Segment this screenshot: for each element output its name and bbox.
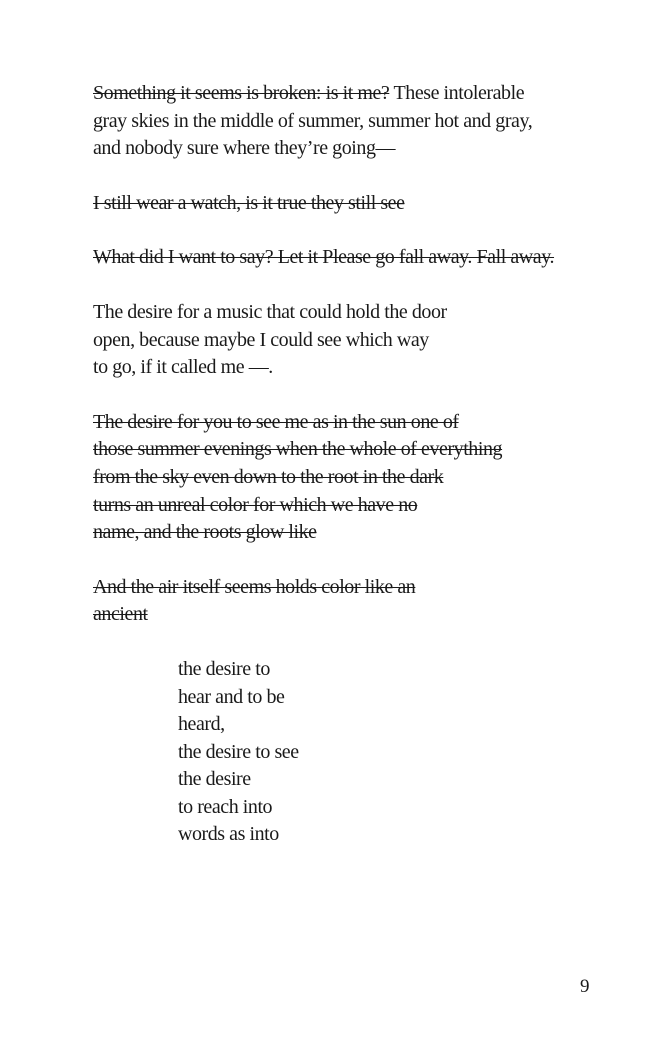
stanza-5-line-1: The desire for you to see me as in the sun one of — [93, 410, 459, 433]
stanza-7-line-3: heard, — [178, 713, 225, 736]
plain-text: These intolerable — [389, 82, 525, 104]
stanza-7 — [178, 656, 563, 849]
stanza-1-line-1 — [93, 80, 563, 108]
stanza-5-line-2: those summer evenings when the whole of everything — [93, 438, 503, 461]
stanza-5-line-3: from the sky even down to the root in the dark — [93, 465, 444, 488]
stanza-1 — [93, 80, 563, 163]
stanza-5-line-4: turns an unreal color for which we have no — [93, 493, 418, 516]
stanza-7-line-5: the desire — [178, 768, 251, 791]
stanza-7-line-6: to reach into — [178, 795, 273, 818]
stanza-3 — [93, 244, 563, 272]
stanza-2 — [93, 190, 563, 218]
stanza-7-line-4: the desire to see — [178, 740, 299, 763]
stanza-1-line-2: gray skies in the middle of summer, summer hot and gray, — [93, 109, 533, 132]
page-number: 9 — [580, 976, 590, 997]
stanza-2-line-1: I still wear a watch, is it true they still see — [93, 191, 405, 214]
stanza-6-line-2: ancient — [93, 603, 148, 626]
stanza-4-line-3: to go, if it called me —. — [93, 356, 273, 379]
stanza-4 — [93, 299, 563, 382]
stanza-7-line-1: the desire to — [178, 657, 270, 680]
stanza-7-line-7: words as into — [178, 823, 279, 846]
stanza-4-line-1: The desire for a music that could hold the door — [93, 300, 447, 323]
stanza-4-line-2: open, because maybe I could see which way — [93, 328, 429, 351]
stanza-3-line-1: What did I want to say? Let it Please go fall away. Fall away. — [93, 246, 555, 269]
stanza-6-line-1: And the air itself seems holds color like an — [93, 575, 416, 598]
poem-page — [93, 80, 563, 876]
stanza-6 — [93, 574, 563, 629]
struck-text: Something it seems is broken: is it me? — [93, 82, 390, 104]
stanza-1-line-3: and nobody sure where they’re going— — [93, 137, 396, 160]
stanza-5-line-5: name, and the roots glow like — [93, 521, 317, 544]
stanza-7-line-2: hear and to be — [178, 685, 285, 708]
stanza-5 — [93, 409, 563, 547]
